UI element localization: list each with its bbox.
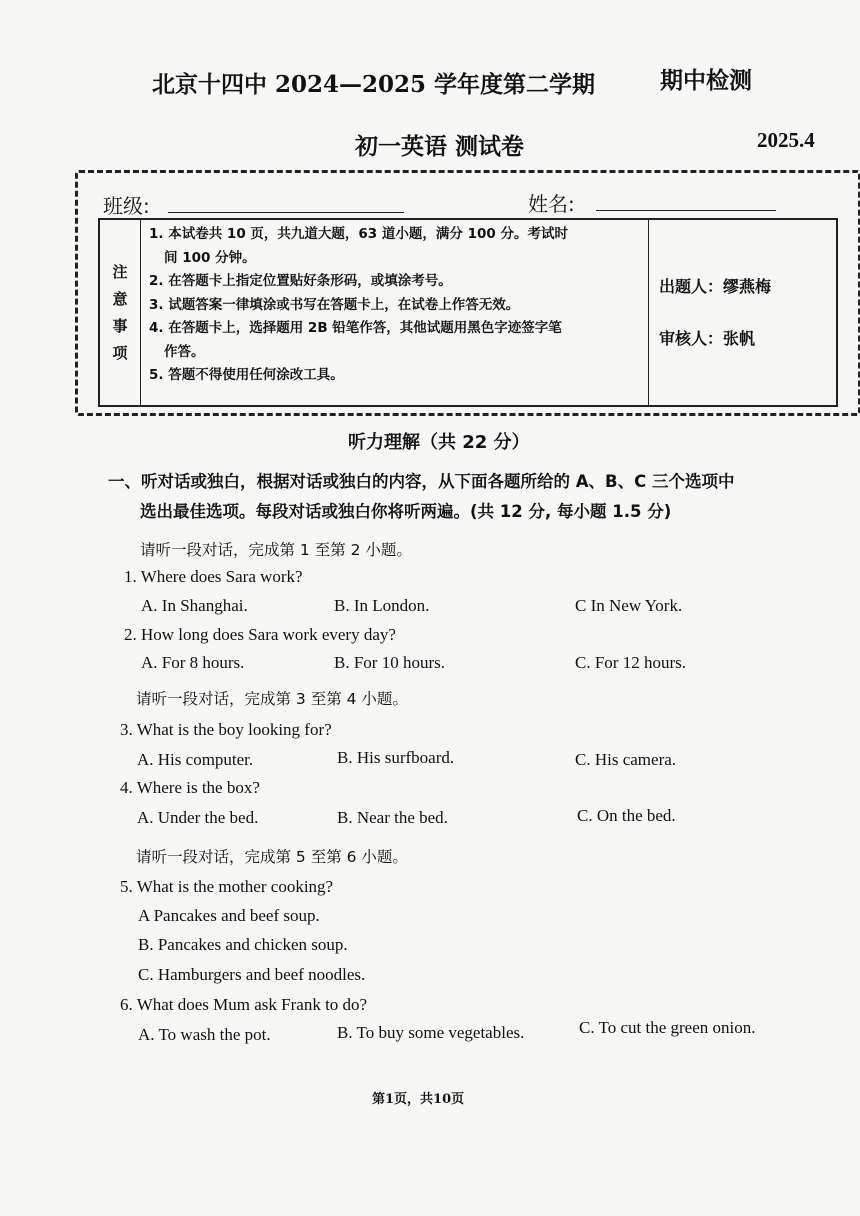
question-1: 1. Where does Sara work? <box>124 567 303 586</box>
rule-2: 2. 在答题卡上指定位置贴好条形码，或填涂考号。 <box>149 273 452 289</box>
staff-info <box>649 220 836 405</box>
question-6: 6. What does Mum ask Frank to do? <box>120 995 368 1014</box>
name-label: 姓名: <box>528 192 575 216</box>
q3-option-a: A. His computer. <box>137 750 254 769</box>
notice-char: 注 <box>112 262 128 281</box>
notice-table <box>98 218 838 407</box>
question-setter: 出题人：缪燕梅 <box>659 276 772 296</box>
notice-char: 项 <box>112 343 128 362</box>
q2-option-a: A. For 8 hours. <box>141 653 245 672</box>
name-field[interactable] <box>596 210 776 211</box>
class-label: 班级: <box>103 194 150 218</box>
section-instruction-1: 一、听对话或独白，根据对话或独白的内容，从下面各题所给的 A、B、C 三个选项中 <box>108 472 735 491</box>
section-instruction-2: 选出最佳选项。每段对话或独白你将听两遍。(共 12 分, 每小题 1.5 分) <box>140 502 672 521</box>
q6-option-b: B. To buy some vegetables. <box>337 1023 525 1042</box>
question-3: 3. What is the boy looking for? <box>120 720 332 739</box>
q4-option-c: C. On the bed. <box>577 806 676 825</box>
q6-option-a: A. To wash the pot. <box>138 1025 271 1044</box>
q3-option-c: C. His camera. <box>575 750 677 769</box>
exam-date: 2025.4 <box>757 128 815 152</box>
exam-type: 期中检测 <box>660 67 752 94</box>
q1-option-b: B. In London. <box>334 596 430 615</box>
question-5: 5. What is the mother cooking? <box>120 877 334 896</box>
group-instruction: 请听一段对话，完成第 3 至第 4 小题。 <box>136 690 408 708</box>
q4-option-b: B. Near the bed. <box>337 808 448 827</box>
q1-option-a: A. In Shanghai. <box>141 596 248 615</box>
q1-option-c: C In New York. <box>575 596 683 615</box>
q5-option-b: B. Pancakes and chicken soup. <box>138 935 348 954</box>
question-reviewer: 审核人：张帆 <box>659 328 756 348</box>
q2-option-b: B. For 10 hours. <box>334 653 445 672</box>
q5-option-a: A Pancakes and beef soup. <box>138 906 320 925</box>
q4-option-a: A. Under the bed. <box>137 808 259 827</box>
exam-title: 北京十四中 2024—2025 学年度第二学期 <box>152 71 596 98</box>
question-2: 2. How long does Sara work every day? <box>124 625 396 644</box>
class-field[interactable] <box>168 212 404 213</box>
page-number: 第1页，共10页 <box>372 1092 465 1107</box>
q2-option-c: C. For 12 hours. <box>575 653 686 672</box>
question-4: 4. Where is the box? <box>120 778 260 797</box>
group-instruction: 请听一段对话，完成第 1 至第 2 小题。 <box>140 541 412 559</box>
q5-option-c: C. Hamburgers and beef noodles. <box>138 965 366 984</box>
section-title: 听力理解（共 22 分） <box>348 432 530 453</box>
q3-option-b: B. His surfboard. <box>337 748 455 767</box>
exam-subject: 初一英语 测试卷 <box>355 133 525 160</box>
rule-5: 5. 答题不得使用任何涂改工具。 <box>149 367 344 383</box>
rule-1-cont: 间 100 分钟。 <box>164 249 256 266</box>
notice-side-label <box>100 220 141 405</box>
group-instruction: 请听一段对话，完成第 5 至第 6 小题。 <box>136 848 408 866</box>
rule-3: 3. 试题答案一律填涂或书写在答题卡上，在试卷上作答无效。 <box>149 296 520 313</box>
rule-4-cont: 作答。 <box>164 343 205 360</box>
notice-char: 意 <box>112 289 128 308</box>
notice-char: 事 <box>112 316 128 335</box>
rule-1: 1. 本试卷共 10 页，共九道大题，63 道小题，满分 100 分。考试时 <box>149 226 568 242</box>
rule-4: 4. 在答题卡上，选择题用 2B 铅笔作答，其他试题用黑色字迹签字笔 <box>149 320 562 336</box>
q6-option-c: C. To cut the green onion. <box>579 1018 756 1037</box>
notice-rules <box>141 220 649 405</box>
